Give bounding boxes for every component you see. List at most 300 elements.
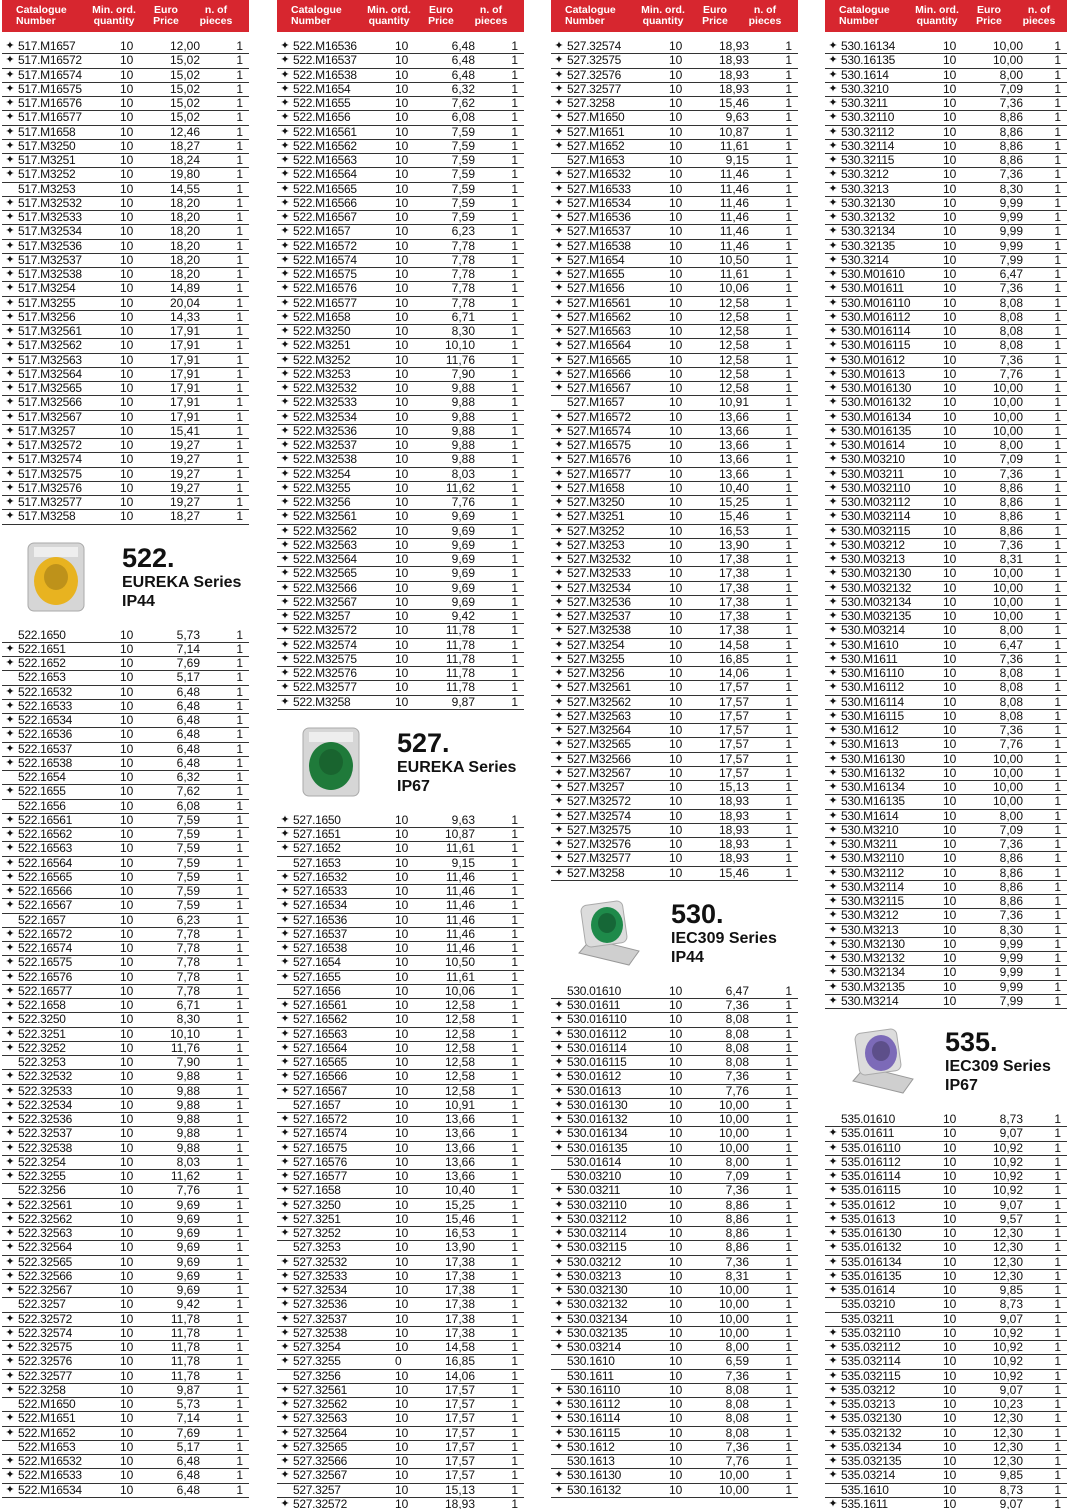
new-item-marker: ✦: [5, 310, 15, 323]
catalogue-number: 530.3211: [841, 97, 888, 111]
catalogue-number: 527.1653: [293, 856, 341, 870]
pieces-count: 1: [1054, 68, 1061, 82]
catalogue-number: 522.32533: [18, 1084, 73, 1098]
euro-price: 18,93: [718, 838, 749, 852]
pieces-count: 1: [236, 756, 243, 770]
new-item-marker: ✦: [828, 809, 838, 822]
new-item-marker: ✦: [5, 339, 15, 352]
euro-price: 9,69: [176, 1284, 200, 1298]
catalogue-number: 517.M3251: [18, 154, 76, 168]
table-row: [277, 240, 524, 254]
min-order-quantity: 10: [120, 913, 134, 927]
pieces-count: 1: [1054, 966, 1061, 980]
table-row: [825, 240, 1067, 254]
catalogue-number-header: Catalogue Number: [565, 4, 616, 27]
catalogue-number: 530.16110: [567, 1383, 621, 1397]
new-item-marker: ✦: [280, 382, 290, 395]
catalogue-number: 527.M32566: [567, 752, 631, 766]
euro-price: 19,80: [169, 168, 200, 182]
new-item-marker: ✦: [554, 125, 564, 138]
euro-price: 7,76: [725, 1084, 749, 1098]
new-item-marker: ✦: [828, 1497, 838, 1509]
euro-price: 10,87: [444, 828, 475, 842]
min-order-quantity: 10: [395, 353, 409, 367]
euro-price: 6,59: [725, 1355, 749, 1369]
pieces-count: 1: [1054, 538, 1061, 552]
euro-price: 7,59: [451, 196, 475, 210]
min-order-quantity: 10: [943, 154, 957, 168]
new-item-marker: ✦: [828, 253, 838, 266]
pieces-count: 1: [1054, 937, 1061, 951]
pieces-count: 1: [236, 899, 243, 913]
catalogue-number: 527.32561: [293, 1383, 348, 1397]
min-order-quantity: 10: [395, 253, 409, 267]
table-row: [551, 282, 798, 296]
pieces-count: 1: [236, 1041, 243, 1055]
series-name: EUREKA Series: [397, 758, 517, 776]
euro-price: 10,92: [992, 1341, 1023, 1355]
table-row: [551, 1127, 798, 1141]
euro-price: 10,00: [992, 766, 1023, 780]
euro-price: 10,40: [444, 1184, 475, 1198]
pieces-count: 1: [785, 211, 792, 225]
min-order-quantity: 10: [943, 68, 957, 82]
table-row: [825, 981, 1067, 995]
catalogue-number: 535.01612: [841, 1198, 896, 1212]
new-item-marker: ✦: [280, 1455, 290, 1468]
new-item-marker: ✦: [554, 724, 564, 737]
table-header: [551, 0, 798, 32]
series-ip-rating: IP67: [397, 777, 430, 795]
new-item-marker: ✦: [828, 795, 838, 808]
catalogue-table: [277, 40, 524, 710]
table-row: [825, 938, 1067, 952]
pieces-count: 1: [1054, 823, 1061, 837]
series-block: [551, 881, 798, 985]
euro-price: 10,00: [992, 396, 1023, 410]
table-row: [2, 468, 249, 482]
min-order-quantity: 10: [669, 268, 683, 282]
new-item-marker: ✦: [554, 524, 564, 537]
min-order-quantity: 10: [395, 182, 409, 196]
pieces-count: 1: [785, 984, 792, 998]
table-row: [825, 596, 1067, 610]
table-row: [551, 40, 798, 54]
new-item-marker: ✦: [5, 1383, 15, 1396]
euro-price: 12,58: [444, 1027, 475, 1041]
euro-price-header: Euro Price: [976, 4, 1002, 27]
pieces-count: 1: [236, 410, 243, 424]
new-item-marker: ✦: [5, 1098, 15, 1111]
pieces-count: 1: [785, 1412, 792, 1426]
pieces-count: 1: [511, 1170, 518, 1184]
euro-price: 7,78: [451, 253, 475, 267]
table-row: [277, 928, 524, 942]
min-order-quantity: 10: [943, 1255, 957, 1269]
new-item-marker: ✦: [828, 538, 838, 551]
euro-price: 10,00: [718, 1141, 749, 1155]
min-order-quantity: 10: [395, 339, 409, 353]
catalogue-number: 535.03214: [841, 1469, 896, 1483]
pieces-count: 1: [511, 40, 518, 54]
euro-price: 17,57: [444, 1398, 475, 1412]
min-order-quantity: 10: [395, 40, 409, 54]
catalogue-number: 535.032110: [841, 1326, 901, 1340]
catalogue-number: 517.M32564: [18, 367, 82, 381]
pieces-count: 1: [785, 154, 792, 168]
euro-price: 11,61: [719, 268, 749, 282]
min-order-quantity: 10: [943, 1198, 957, 1212]
pieces-count: 1: [1054, 1212, 1061, 1226]
min-order-quantity: 10: [395, 424, 409, 438]
table-row: [277, 411, 524, 425]
table-row: [825, 225, 1067, 239]
new-item-marker: ✦: [828, 852, 838, 865]
catalogue-number: 522.M3258: [293, 695, 351, 709]
catalogue-number: 522.M3255: [293, 481, 351, 495]
series-block: [277, 710, 524, 814]
new-item-marker: ✦: [828, 225, 838, 238]
min-order-quantity: 10: [943, 937, 957, 951]
pieces-count: 1: [785, 97, 792, 111]
euro-price: 7,78: [176, 984, 200, 998]
catalogue-number: 535.032134: [841, 1440, 902, 1454]
min-order-quantity: 10: [120, 799, 134, 813]
table-row: [551, 111, 798, 125]
new-item-marker: ✦: [5, 742, 15, 755]
catalogue-number: 530.M03211: [841, 467, 904, 481]
pieces-count: 1: [511, 1483, 518, 1497]
new-item-marker: ✦: [280, 1312, 290, 1325]
table-row: [277, 1270, 524, 1284]
min-order-quantity: 10: [395, 310, 409, 324]
catalogue-number: 530.16132: [567, 1483, 622, 1497]
min-order-quantity: 10: [943, 40, 957, 54]
new-item-marker: ✦: [280, 1212, 290, 1225]
table-row: [551, 1085, 798, 1099]
catalogue-number: 530.M032130: [841, 567, 912, 581]
table-row: [277, 1484, 524, 1498]
min-order-quantity: 10: [395, 1098, 409, 1112]
new-item-marker: ✦: [5, 325, 15, 338]
table-row: [551, 425, 798, 439]
pieces-count: 1: [1054, 1241, 1061, 1255]
new-item-marker: ✦: [828, 838, 838, 851]
euro-price: 14,58: [444, 1341, 475, 1355]
euro-price: 11,46: [445, 927, 475, 941]
new-item-marker: ✦: [828, 724, 838, 737]
euro-price: 8,86: [725, 1198, 749, 1212]
euro-price: 7,76: [725, 1455, 749, 1469]
pieces-count: 1: [1054, 339, 1061, 353]
pieces-count: 1: [785, 68, 792, 82]
new-item-marker: ✦: [280, 439, 290, 452]
euro-price: 8,30: [451, 325, 475, 339]
new-item-marker: ✦: [5, 1426, 15, 1439]
min-order-quantity: 10: [943, 1455, 957, 1469]
catalogue-number: 522.3254: [18, 1155, 66, 1169]
series-block: [825, 1009, 1067, 1113]
table-row: [825, 268, 1067, 282]
catalogue-number: 517.M3258: [18, 510, 76, 524]
catalogue-number: 522.M16565: [293, 182, 357, 196]
euro-price: 17,91: [169, 396, 200, 410]
min-order-quantity: 10: [943, 125, 957, 139]
table-row: [825, 781, 1067, 795]
pieces-count: 1: [511, 125, 518, 139]
catalogue-number: 527.16537: [293, 927, 348, 941]
pieces-count: 1: [236, 196, 243, 210]
new-item-marker: ✦: [554, 823, 564, 836]
min-order-quantity: 10: [669, 239, 683, 253]
min-order-quantity: 10: [120, 1056, 134, 1070]
new-item-marker: ✦: [828, 1440, 838, 1453]
table-row: [2, 83, 249, 97]
min-order-quantity: 10: [669, 838, 683, 852]
min-order-quantity: 10: [669, 709, 683, 723]
catalogue-number: 530.32115: [841, 154, 895, 168]
catalogue-number: 530.M32134: [841, 966, 905, 980]
catalogue-number: 527.16563: [293, 1027, 348, 1041]
pieces-count: 1: [236, 496, 243, 510]
min-order-quantity: 10: [395, 1141, 409, 1155]
catalogue-number: 527.M32564: [567, 724, 631, 738]
min-order-quantity: 10: [943, 410, 957, 424]
table-row: [825, 254, 1067, 268]
new-item-marker: ✦: [5, 1141, 15, 1154]
min-order-quantity: 10: [120, 1141, 134, 1155]
new-item-marker: ✦: [828, 510, 838, 523]
min-order-quantity: 10: [943, 1113, 957, 1127]
table-row: [2, 1298, 249, 1312]
new-item-marker: ✦: [828, 681, 838, 694]
catalogue-number: 530.M32114: [841, 880, 904, 894]
new-item-marker: ✦: [280, 1184, 290, 1197]
pieces-count: 1: [1054, 866, 1061, 880]
min-order-quantity: 10: [669, 1383, 683, 1397]
catalogue-column-4: [825, 0, 1067, 1509]
table-row: [277, 899, 524, 913]
pieces-count: 1: [236, 82, 243, 96]
table-row: [2, 40, 249, 54]
new-item-marker: ✦: [828, 638, 838, 651]
euro-price: 17,38: [718, 595, 749, 609]
series-name: EUREKA Series: [122, 573, 242, 591]
table-row: [2, 453, 249, 467]
catalogue-number: 527.1656: [293, 984, 341, 998]
pieces-count: 1: [236, 1312, 243, 1326]
euro-price: 7,76: [999, 738, 1023, 752]
catalogue-number: 517.M16577: [18, 111, 82, 125]
pieces-count: 1: [236, 1184, 243, 1198]
pieces-count: 1: [1054, 325, 1061, 339]
new-item-marker: ✦: [554, 467, 564, 480]
min-order-quantity: 10: [943, 1269, 957, 1283]
catalogue-number: 522.1656: [18, 799, 66, 813]
euro-price: 7,36: [999, 724, 1023, 738]
min-order-quantity: 10: [395, 1455, 409, 1469]
min-order-quantity: 10: [120, 1483, 134, 1497]
pieces-count: 1: [511, 282, 518, 296]
euro-price: 8,86: [725, 1241, 749, 1255]
min-order-quantity: 10: [120, 1084, 134, 1098]
pieces-count: 1: [1054, 638, 1061, 652]
min-order-quantity: 10: [669, 999, 683, 1013]
catalogue-number: 527.M32533: [567, 567, 631, 581]
new-item-marker: ✦: [554, 1326, 564, 1339]
table-row: [825, 453, 1067, 467]
table-row: [277, 1412, 524, 1426]
pieces-count: 1: [785, 1312, 792, 1326]
table-row: [825, 681, 1067, 695]
min-order-quantity: 10: [395, 1041, 409, 1055]
catalogue-number: 522.32562: [18, 1212, 73, 1226]
series-name: IEC309 Series: [945, 1058, 1051, 1075]
catalogue-number: 522.M1650: [18, 1398, 76, 1412]
euro-price: 12,58: [718, 296, 749, 310]
table-row: [551, 867, 798, 881]
table-row: [2, 225, 249, 239]
euro-price: 16,85: [718, 652, 749, 666]
min-order-quantity: 10: [120, 182, 134, 196]
min-order-quantity: 10: [395, 1198, 409, 1212]
new-item-marker: ✦: [554, 624, 564, 637]
euro-price: 10,10: [169, 1027, 200, 1041]
new-item-marker: ✦: [828, 139, 838, 152]
catalogue-number: 527.3256: [293, 1369, 341, 1383]
pieces-count: 1: [511, 856, 518, 870]
min-order-header: Min. ord. quantity: [367, 4, 411, 27]
euro-price: 17,91: [169, 325, 200, 339]
table-row: [825, 1370, 1067, 1384]
pieces-count: 1: [236, 1170, 243, 1184]
pieces-header: n. of pieces: [748, 4, 782, 27]
table-row: [551, 824, 798, 838]
euro-price: 9,07: [999, 1383, 1023, 1397]
pieces-count: 1: [511, 610, 518, 624]
euro-price: 14,58: [718, 638, 749, 652]
euro-price: 8,86: [999, 852, 1023, 866]
pieces-count: 1: [511, 1113, 518, 1127]
table-row: [551, 582, 798, 596]
new-item-marker: ✦: [280, 1027, 290, 1040]
pieces-count: 1: [511, 667, 518, 681]
new-item-marker: ✦: [280, 828, 290, 841]
pieces-count: 1: [1054, 994, 1061, 1008]
euro-price: 11,78: [170, 1326, 200, 1340]
catalogue-number: 527.M32538: [567, 624, 631, 638]
new-item-marker: ✦: [554, 111, 564, 124]
catalogue-number: 522.1652: [18, 657, 66, 671]
min-order-quantity: 10: [120, 1355, 134, 1369]
table-row: [551, 653, 798, 667]
new-item-marker: ✦: [828, 766, 838, 779]
pieces-count: 1: [785, 54, 792, 68]
pieces-count: 1: [785, 1269, 792, 1283]
pieces-count: 1: [1054, 196, 1061, 210]
euro-price: 8,08: [725, 1412, 749, 1426]
table-row: [825, 382, 1067, 396]
min-order-quantity: 10: [395, 139, 409, 153]
min-order-quantity: 10: [395, 225, 409, 239]
new-item-marker: ✦: [554, 496, 564, 509]
euro-price: 9,69: [451, 510, 475, 524]
series-block: [2, 525, 249, 629]
pieces-count: 1: [1054, 852, 1061, 866]
pieces-count: 1: [785, 196, 792, 210]
table-row: [2, 482, 249, 496]
catalogue-number: 530.M01612: [841, 353, 905, 367]
min-order-quantity: 10: [943, 1398, 957, 1412]
new-item-marker: ✦: [5, 714, 15, 727]
catalogue-number: 517.M3253: [18, 182, 76, 196]
catalogue-number: 527.3255: [293, 1355, 341, 1369]
min-order-quantity: 10: [669, 1170, 683, 1184]
catalogue-number: 530.016135: [567, 1141, 628, 1155]
catalogue-number: 530.032130: [567, 1284, 628, 1298]
catalogue-number: 522.32574: [18, 1326, 73, 1340]
euro-price: 8,73: [999, 1483, 1023, 1497]
catalogue-number: 530.03210: [567, 1170, 622, 1184]
catalogue-number: 522.16564: [18, 856, 73, 870]
catalogue-number: 527.1657: [293, 1098, 341, 1112]
table-row: [2, 268, 249, 282]
table-row: [825, 909, 1067, 923]
euro-price: 8,73: [999, 1298, 1023, 1312]
min-order-quantity: 10: [120, 510, 134, 524]
table-row: [551, 496, 798, 510]
min-order-quantity: 10: [120, 1255, 134, 1269]
euro-price: 12,30: [992, 1426, 1023, 1440]
min-order-quantity: 10: [943, 1155, 957, 1169]
min-order-quantity: 10: [395, 1426, 409, 1440]
catalogue-number: 527.M1654: [567, 253, 625, 267]
min-order-quantity: 10: [120, 396, 134, 410]
euro-price: 7,69: [176, 1426, 200, 1440]
catalogue-number: 522.M32536: [293, 424, 357, 438]
series-number: 535.: [945, 1027, 998, 1057]
catalogue-number: 530.01614: [567, 1155, 622, 1169]
catalogue-number: 522.M32565: [293, 567, 357, 581]
catalogue-number: 530.03211: [567, 1184, 621, 1198]
min-order-quantity: 10: [120, 1041, 134, 1055]
table-row: [2, 1170, 249, 1184]
catalogue-number: 522.M32561: [293, 510, 357, 524]
catalogue-number-header: Catalogue Number: [839, 4, 890, 27]
new-item-marker: ✦: [554, 667, 564, 680]
catalogue-number: 535.01610: [841, 1113, 896, 1127]
pieces-count: 1: [236, 1483, 243, 1497]
min-order-quantity: 10: [669, 439, 683, 453]
pieces-count: 1: [785, 481, 792, 495]
euro-price: 8,30: [999, 182, 1023, 196]
new-item-marker: ✦: [828, 823, 838, 836]
table-row: [277, 1170, 524, 1184]
min-order-quantity: 10: [943, 695, 957, 709]
catalogue-number: 517.M16574: [18, 68, 82, 82]
euro-price: 6,23: [451, 225, 475, 239]
table-row: [277, 425, 524, 439]
min-order-quantity: 10: [395, 828, 409, 842]
min-order-quantity: 10: [120, 756, 134, 770]
catalogue-number: 522.M3256: [293, 496, 351, 510]
euro-price: 11,78: [445, 638, 475, 652]
table-row: [551, 1284, 798, 1298]
catalogue-number: 522.M1656: [293, 111, 351, 125]
euro-price: 10,00: [992, 40, 1023, 54]
euro-price: 11,46: [719, 182, 749, 196]
pieces-count: 1: [1054, 1398, 1061, 1412]
